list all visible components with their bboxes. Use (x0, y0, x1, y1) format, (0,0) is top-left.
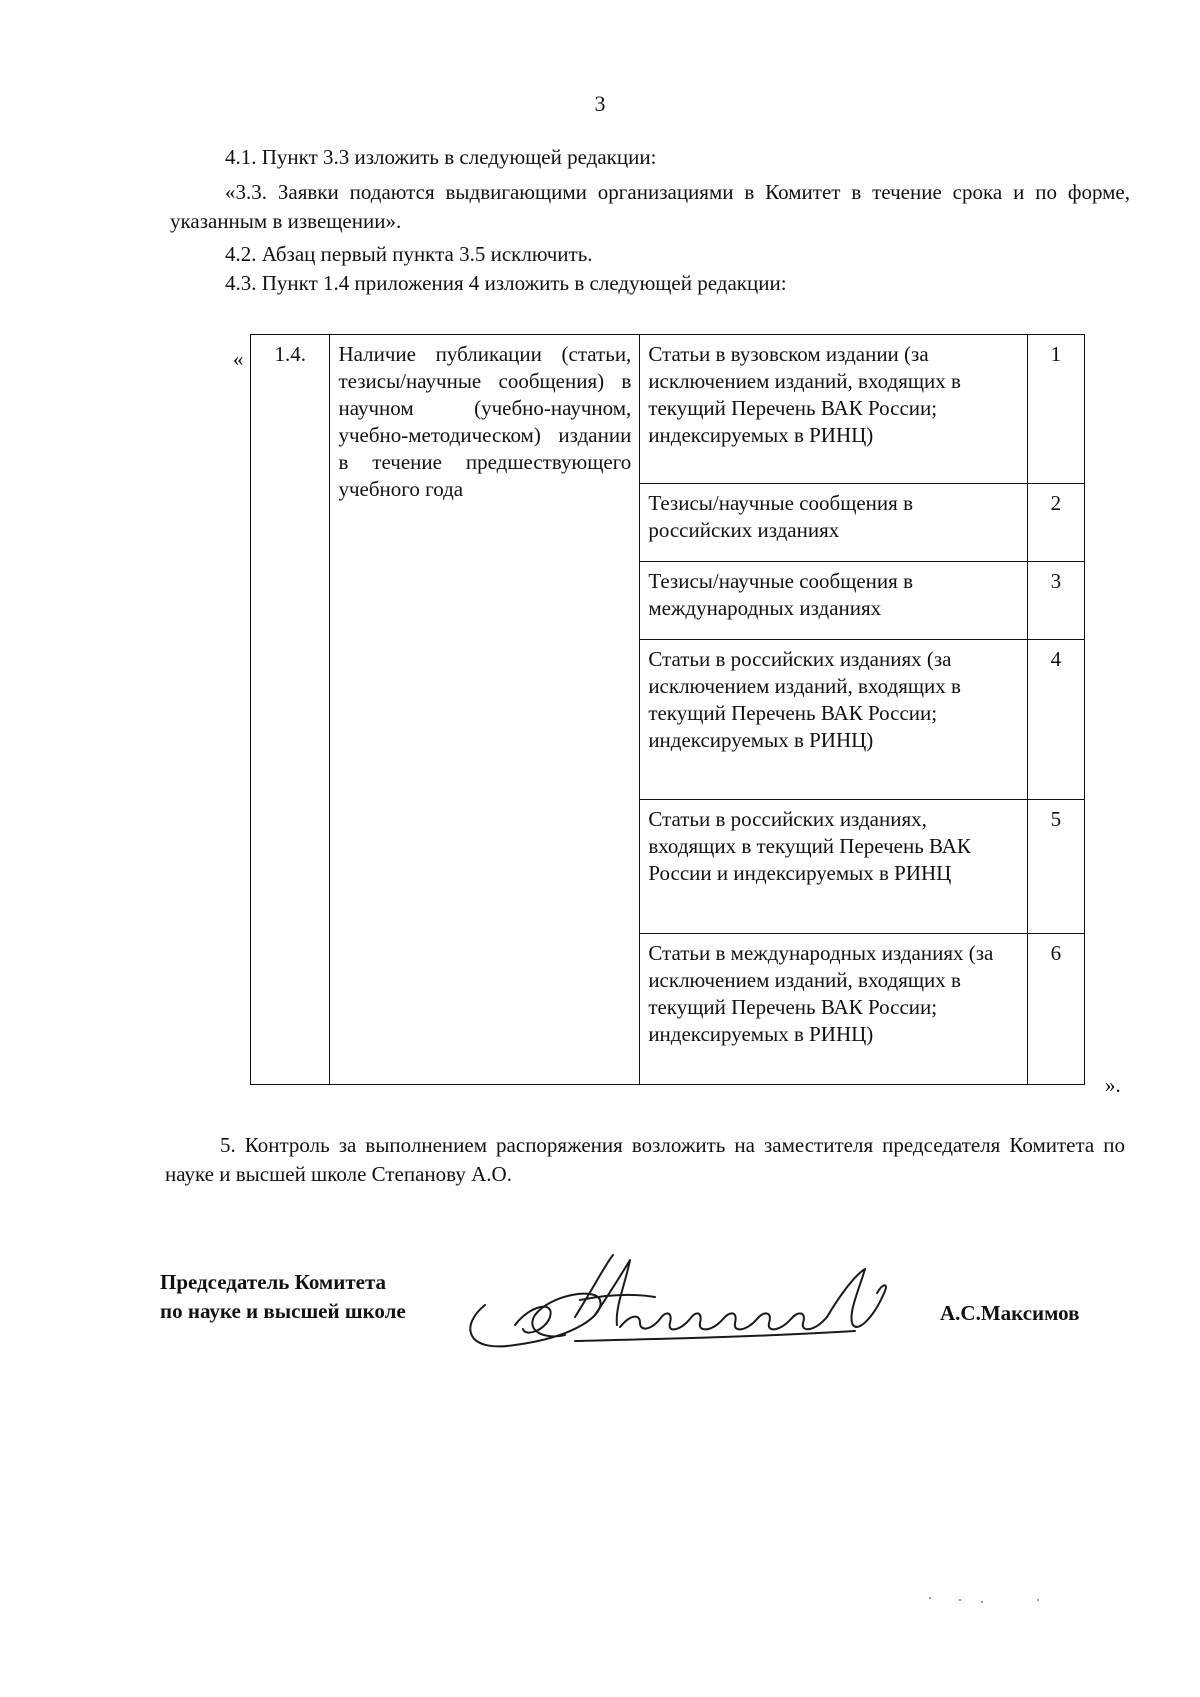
publication-kind-cell: Статьи в вузовском издании (за исключением изданий, входящих в текущий Перечень ВАК России; индексируемых в РИНЦ) (640, 335, 1027, 484)
score-cell: 5 (1027, 800, 1084, 934)
table-row (251, 335, 1085, 484)
signer-title-line: Председатель Комитета (160, 1270, 387, 1294)
scan-specks (920, 1590, 1060, 1610)
publication-kind-cell: Тезисы/научные сообщения в российских изданиях (640, 484, 1027, 562)
signer-title (160, 1268, 406, 1326)
score-cell: 3 (1027, 562, 1084, 640)
criteria-table (250, 334, 1085, 1085)
score-cell: 1 (1027, 335, 1084, 484)
page-number: 3 (594, 91, 606, 116)
publication-kind-cell: Статьи в российских изданиях (за исключением изданий, входящих в текущий Перечень ВАК России; индексируемых в РИНЦ) (640, 640, 1027, 800)
table-closing-quote: ». (1105, 1073, 1121, 1097)
publication-kind-cell: Статьи в международных изданиях (за исключением изданий, входящих в текущий Перечень ВАК России; индексируемых в РИНЦ) (640, 934, 1027, 1085)
signer-name: А.С.Максимов (940, 1301, 1080, 1325)
publication-kind-cell: Статьи в российских изданиях, входящих в текущий Перечень ВАК России и индексируемых в РИНЦ (640, 800, 1027, 934)
score-cell: 6 (1027, 934, 1084, 1085)
handwritten-signature (455, 1245, 935, 1355)
publication-kind-cell: Тезисы/научные сообщения в международных изданиях (640, 562, 1027, 640)
paragraph-4-3: 4.3. Пункт 1.4 приложения 4 изложить в следующей редакции: (225, 271, 787, 295)
signer-title-line: по науке и высшей школе (160, 1299, 406, 1323)
paragraph-4-2: 4.2. Абзац первый пункта 3.5 исключить. (225, 242, 593, 266)
paragraph-5: 5. Контроль за выполнением распоряжения возложить на заместителя председателя Комитета по науке и высшей школе Степанову А.О. (165, 1133, 1125, 1186)
criterion-cell: Наличие публикации (статьи, тезисы/научные сообщения) в научном (учебно-научном, учебно-методическом) издании в течение предшествующего учебного года (330, 335, 640, 1085)
score-cell: 2 (1027, 484, 1084, 562)
item-number-cell: 1.4. (251, 335, 330, 1085)
score-cell: 4 (1027, 640, 1084, 800)
paragraph-3-3-quote: «3.3. Заявки подаются выдвигающими организациями в Комитет в течение срока и по форме, указанным в извещении». (170, 180, 1130, 233)
table-opening-quote: « (233, 347, 244, 371)
paragraph-4-1: 4.1. Пункт 3.3 изложить в следующей редакции: (225, 145, 657, 169)
